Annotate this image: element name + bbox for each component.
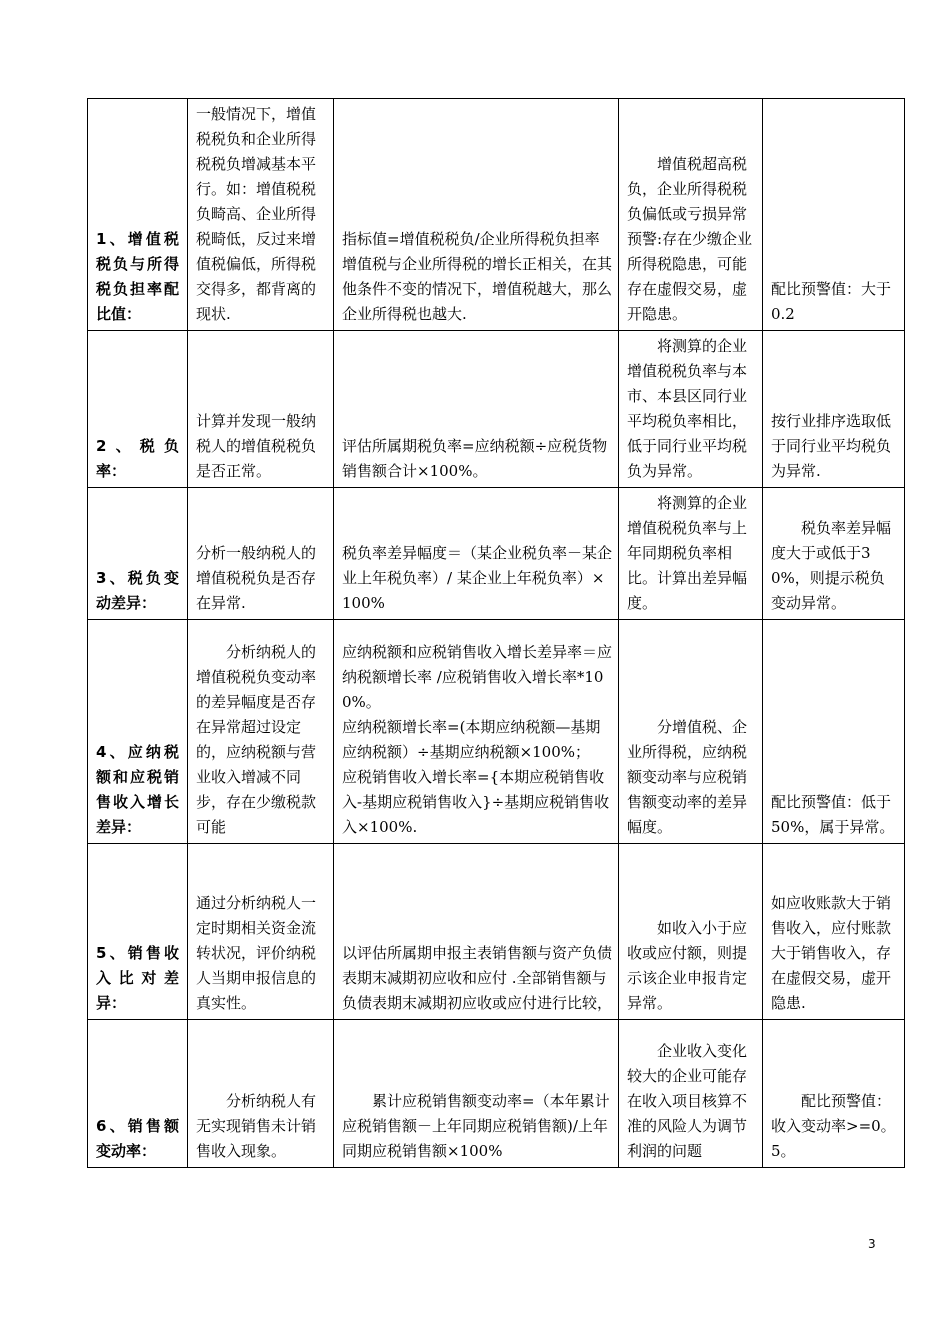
indicator-formula <box>334 620 619 844</box>
indicator-method: 分增值税、企业所得税，应纳税额变动率与应税销售额变动率的差异幅度。 <box>619 620 763 844</box>
formula-line: 增值税与企业所得税的增长正相关，在其他条件不变的情况下，增值税越大，那么企业所得税也越大. <box>342 255 613 323</box>
indicator-threshold: 配比预警值：大于0.2 <box>763 99 905 331</box>
indicator-name: 3、税负变动差异： <box>88 488 188 620</box>
formula-line: 评估所属期税负率=应纳税额÷应税货物销售额合计×100%。 <box>342 437 608 480</box>
indicator-purpose: 分析纳税人的增值税税负变动率的差异幅度是否存在异常超过设定的，应纳税额与营业收入增减不同步，存在少缴税款可能 <box>188 620 334 844</box>
formula-line: 税负率差异幅度＝（某企业税负率－某企业上年税负率）/ 某企业上年税负率）×100% <box>342 544 613 612</box>
table-row <box>88 99 905 331</box>
table-row <box>88 1020 905 1168</box>
tax-indicator-table <box>87 98 905 1168</box>
indicator-formula <box>334 99 619 331</box>
indicator-table-wrapper <box>87 98 904 1168</box>
table-row <box>88 331 905 488</box>
indicator-name: 1、增值税税负与所得税负担率配比值： <box>88 99 188 331</box>
page-number: 3 <box>868 1237 876 1251</box>
formula-line: 累计应税销售额变动率=（本年累计应税销售额－上年同期应税销售额)/上年同期应税销售额×100% <box>342 1092 610 1160</box>
indicator-name: 4、应纳税额和应税销售收入增长差异： <box>88 620 188 844</box>
indicator-threshold: 配比预警值：低于50%，属于异常。 <box>763 620 905 844</box>
indicator-method: 将测算的企业增值税税负率与上年同期税负率相比。计算出差异幅度。 <box>619 488 763 620</box>
table-row <box>88 488 905 620</box>
formula-line: 应纳税额增长率=(本期应纳税额—基期应纳税额）÷基期应纳税额×100%； <box>342 718 601 761</box>
indicator-formula <box>334 488 619 620</box>
table-row <box>88 844 905 1020</box>
indicator-method: 将测算的企业增值税税负率与本市、本县区同行业平均税负率相比，低于同行业平均税负为异常。 <box>619 331 763 488</box>
indicator-name: 5、销售收入比对差异： <box>88 844 188 1020</box>
indicator-name: 6、销售额变动率： <box>88 1020 188 1168</box>
indicator-purpose: 一般情况下，增值税税负和企业所得税税负增减基本平行。如：增值税税负畸高、企业所得税畸低，反过来增值税偏低，所得税交得多，都背离的现状. <box>188 99 334 331</box>
indicator-threshold: 按行业排序选取低于同行业平均税负为异常. <box>763 331 905 488</box>
indicator-purpose: 分析纳税人有无实现销售未计销售收入现象。 <box>188 1020 334 1168</box>
indicator-threshold: 配比预警值：收入变动率>=0。5。 <box>763 1020 905 1168</box>
indicator-formula <box>334 1020 619 1168</box>
indicator-purpose: 计算并发现一般纳税人的增值税税负是否正常。 <box>188 331 334 488</box>
indicator-method: 如收入小于应收或应付额，则提示该企业申报肯定异常。 <box>619 844 763 1020</box>
indicator-method: 企业收入变化较大的企业可能存在收入项目核算不准的风险人为调节利润的问题 <box>619 1020 763 1168</box>
indicator-threshold: 如应收账款大于销售收入，应付账款大于销售收入，存在虚假交易，虚开隐患. <box>763 844 905 1020</box>
indicator-threshold: 税负率差异幅度大于或低于30%，则提示税负变动异常。 <box>763 488 905 620</box>
indicator-formula <box>334 331 619 488</box>
indicator-name: 2、税负率： <box>88 331 188 488</box>
formula-line: 指标值=增值税税负/企业所得税负担率 <box>342 230 600 248</box>
indicator-purpose: 通过分析纳税人一定时期相关资金流转状况，评价纳税人当期申报信息的真实性。 <box>188 844 334 1020</box>
indicator-method: 增值税超高税负，企业所得税税负偏低或亏损异常预警:存在少缴企业所得税隐患，可能存在虚假交易，虚开隐患。 <box>619 99 763 331</box>
table-row <box>88 620 905 844</box>
indicator-formula <box>334 844 619 1020</box>
formula-line: 应纳税额和应税销售收入增长差异率＝应纳税额增长率 /应税销售收入增长率*100%。 <box>342 643 613 711</box>
indicator-purpose: 分析一般纳税人的增值税税负是否存在异常. <box>188 488 334 620</box>
formula-line: 以评估所属期申报主表销售额与资产负债表期末减期初应收和应付 .全部销售额与负债表期末减期初应收或应付进行比较， <box>342 944 613 1012</box>
formula-line: 应税销售收入增长率={本期应税销售收入-基期应税销售收入}÷基期应税销售收入×100%. <box>342 768 610 836</box>
